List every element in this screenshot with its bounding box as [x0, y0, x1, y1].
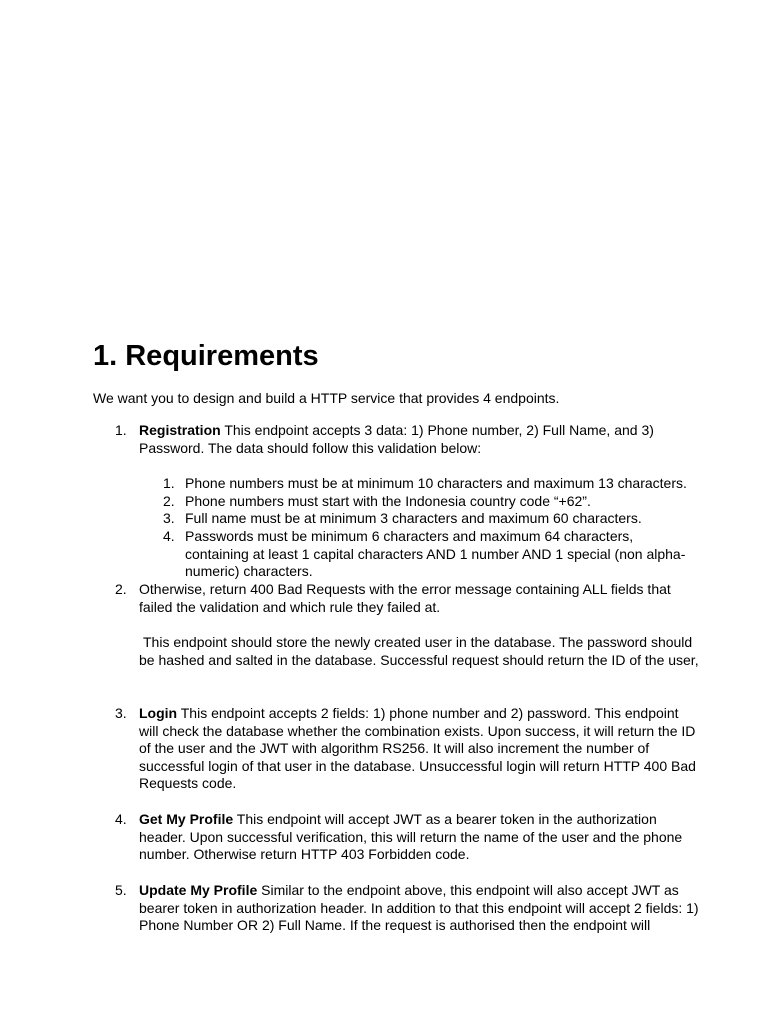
item-text: This endpoint accepts 2 fields: 1) phone number and 2) password. This endpoint will check the database whether the combination exists. Upon success, it will return the ID of the user and the JWT with algorithm RS256. It will also increment the number of successful login of that user in the database. Unsuccessful login will return HTTP 400 Bad Requests code.	[139, 705, 696, 792]
list-number: 2.	[115, 581, 127, 597]
item-text: This endpoint will accept JWT as a bearer token in the authorization header. Upon successful verification, this will return the name of the user and the phone number. Otherwise return HTTP 403 Forbidden code.	[139, 811, 683, 863]
item-title: Registration	[139, 422, 221, 438]
item-text: Similar to the endpoint above, this endpoint will also accept JWT as bearer token in authorization header. In addition to that this endpoint will accept 2 fields: 1) Phone Number OR 2) Full Name. If the request is authorised then the endpoint will	[139, 882, 699, 934]
intro-paragraph: We want you to design and build a HTTP service that provides 4 endpoints.	[93, 390, 560, 406]
list-number: 4.	[115, 811, 127, 827]
list-number: 1.	[115, 422, 127, 438]
item-text: This endpoint accepts 3 data: 1) Phone number, 2) Full Name, and 3) Password. The data should follow this validation below:	[139, 422, 654, 456]
list-number: 3.	[115, 705, 127, 721]
item-title: Get My Profile	[139, 811, 234, 827]
section-heading: 1. Requirements	[93, 340, 319, 372]
item-title: Update My Profile	[139, 882, 258, 898]
item-title: Login	[139, 705, 178, 721]
item-text: Otherwise, return 400 Bad Requests with the error message containing ALL fields that failed the validation and which rule they failed at.	[139, 581, 671, 615]
item-note: This endpoint should store the newly created user in the database. The password should be hashed and salted in the database. Successful request should return the ID of the user,	[139, 634, 699, 668]
list-number: 5.	[115, 882, 127, 898]
